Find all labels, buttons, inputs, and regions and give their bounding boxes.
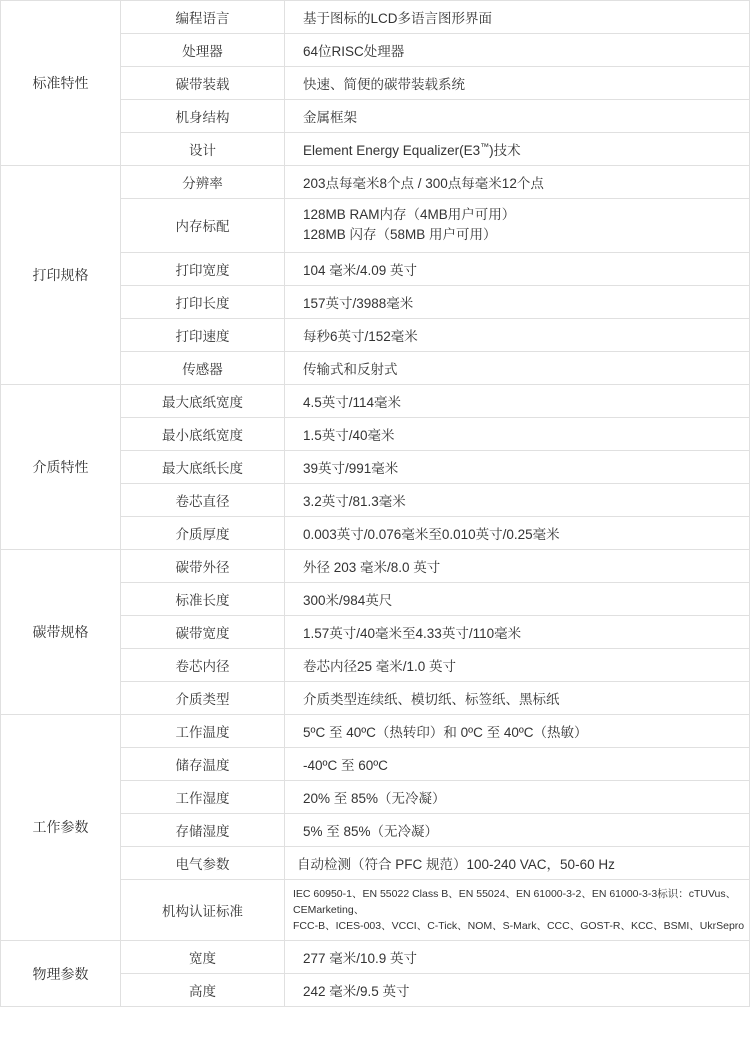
row-value — [285, 879, 750, 941]
row-label: 最大底纸长度 — [121, 450, 285, 483]
row-label: 机身结构 — [121, 100, 285, 133]
row-value: 242 毫米/9.5 英寸 — [285, 974, 750, 1007]
row-label: 介质厚度 — [121, 516, 285, 549]
row-value: 39英寸/991毫米 — [285, 450, 750, 483]
row-value: 300米/984英尺 — [285, 582, 750, 615]
group-label: 打印规格 — [1, 166, 121, 385]
row-label: 打印长度 — [121, 285, 285, 318]
row-label: 最小底纸宽度 — [121, 417, 285, 450]
row-value: 金属框架 — [285, 100, 750, 133]
row-label: 标准长度 — [121, 582, 285, 615]
row-label: 卷芯直径 — [121, 483, 285, 516]
row-label: 打印速度 — [121, 318, 285, 351]
row-value: 介质类型连续纸、模切纸、标签纸、黑标纸 — [285, 681, 750, 714]
row-label: 编程语言 — [121, 1, 285, 34]
row-label: 最大底纸宽度 — [121, 384, 285, 417]
row-value: 快速、简便的碳带装载系统 — [285, 67, 750, 100]
row-value: 1.57英寸/40毫米至4.33英寸/110毫米 — [285, 615, 750, 648]
group-label: 物理参数 — [1, 941, 121, 1007]
group-label: 碳带规格 — [1, 549, 121, 714]
row-label: 传感器 — [121, 351, 285, 384]
row-value — [285, 199, 750, 253]
row-value-line: 128MB RAM内存（4MB用户可用） — [303, 207, 516, 222]
row-label: 高度 — [121, 974, 285, 1007]
row-label: 介质类型 — [121, 681, 285, 714]
row-label: 碳带外径 — [121, 549, 285, 582]
row-value: 3.2英寸/81.3毫米 — [285, 483, 750, 516]
row-label: 处理器 — [121, 34, 285, 67]
row-value: 4.5英寸/114毫米 — [285, 384, 750, 417]
row-value-text-tail: )技术 — [489, 143, 521, 158]
row-value: -40ºC 至 60ºC — [285, 747, 750, 780]
table-row — [1, 166, 750, 199]
row-label: 碳带宽度 — [121, 615, 285, 648]
row-value: 卷芯内径25 毫米/1.0 英寸 — [285, 648, 750, 681]
row-label: 设计 — [121, 133, 285, 166]
table-row — [1, 1, 750, 34]
group-label: 工作参数 — [1, 714, 121, 941]
row-value-text: Element Energy Equalizer(E3 — [303, 143, 481, 158]
table-row — [1, 384, 750, 417]
row-label: 工作温度 — [121, 714, 285, 747]
row-value: 传输式和反射式 — [285, 351, 750, 384]
row-label: 分辨率 — [121, 166, 285, 199]
spec-table-body — [1, 1, 750, 1007]
row-value: 1.5英寸/40毫米 — [285, 417, 750, 450]
row-value-line: FCC-B、ICES-003、VCCI、C-Tick、NOM、S-Mark、CCC、GOST-R、KCC、BSMI、UkrSepro — [293, 920, 745, 933]
row-label: 工作湿度 — [121, 780, 285, 813]
row-value — [285, 133, 750, 166]
row-value: 104 毫米/4.09 英寸 — [285, 252, 750, 285]
table-row — [1, 941, 750, 974]
row-value: 157英寸/3988毫米 — [285, 285, 750, 318]
row-value: 203点每毫米8个点 / 300点每毫米12个点 — [285, 166, 750, 199]
row-value: 64位RISC处理器 — [285, 34, 750, 67]
row-value-line: 128MB 闪存（58MB 用户可用） — [303, 227, 497, 243]
row-value: 每秒6英寸/152毫米 — [285, 318, 750, 351]
row-value-line: IEC 60950-1、EN 55022 Class B、EN 55024、EN 61000-3-2、EN 61000-3-3标识：cTUVus、CEMarketing、 — [293, 887, 737, 916]
trademark-icon: ™ — [480, 141, 490, 152]
row-value: 277 毫米/10.9 英寸 — [285, 941, 750, 974]
row-value: 0.003英寸/0.076毫米至0.010英寸/0.25毫米 — [285, 516, 750, 549]
row-label: 卷芯内径 — [121, 648, 285, 681]
table-row — [1, 549, 750, 582]
row-label: 碳带装载 — [121, 67, 285, 100]
row-value: 20% 至 85%（无冷凝） — [285, 780, 750, 813]
row-label: 储存温度 — [121, 747, 285, 780]
row-value: 自动检测（符合 PFC 规范）100-240 VAC，50-60 Hz — [285, 846, 750, 879]
row-label: 存储湿度 — [121, 813, 285, 846]
row-label: 机构认证标准 — [121, 879, 285, 941]
group-label: 标准特性 — [1, 1, 121, 166]
row-label: 宽度 — [121, 941, 285, 974]
row-label: 内存标配 — [121, 199, 285, 253]
row-label: 电气参数 — [121, 846, 285, 879]
group-label: 介质特性 — [1, 384, 121, 549]
table-row — [1, 714, 750, 747]
row-value: 5ºC 至 40ºC（热转印）和 0ºC 至 40ºC（热敏） — [285, 714, 750, 747]
row-value: 基于图标的LCD多语言图形界面 — [285, 1, 750, 34]
row-value: 5% 至 85%（无冷凝） — [285, 813, 750, 846]
row-value: 外径 203 毫米/8.0 英寸 — [285, 549, 750, 582]
row-label: 打印宽度 — [121, 252, 285, 285]
